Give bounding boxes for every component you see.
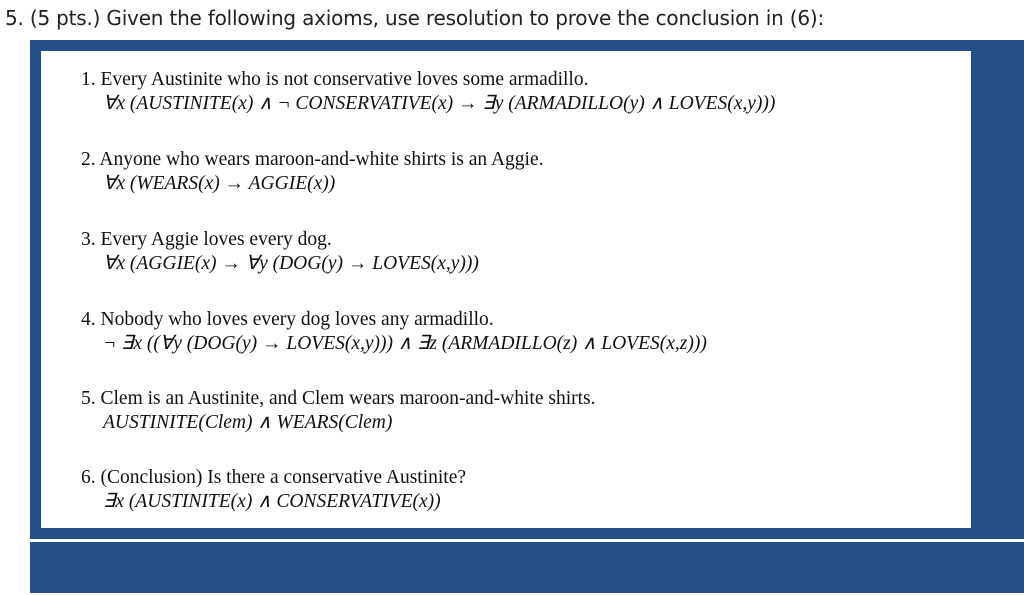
axiom-1-statement: 1. Every Austinite who is not conservative loves some armadillo.: [81, 69, 589, 90]
question-title: 5. (5 pts.) Given the following axioms, use resolution to prove the conclusion in (6):: [5, 6, 825, 30]
axiom-6-formula: ∃x (AUSTINITE(x) ∧ CONSERVATIVE(x)): [103, 491, 441, 512]
axioms-box: [41, 51, 971, 528]
axiom-3: [81, 228, 479, 276]
axiom-3-formula: ∀x (AGGIE(x) → ∀y (DOG(y) → LOVES(x,y))): [103, 253, 479, 274]
axiom-4: [81, 308, 707, 356]
axiom-4-statement: 4. Nobody who loves every dog loves any armadillo.: [81, 309, 494, 330]
axiom-1-formula: ∀x (AUSTINITE(x) ∧ ¬ CONSERVATIVE(x) → ∃y (ARMADILLO(y) ∧ LOVES(x,y))): [103, 93, 776, 114]
axiom-6-conclusion: [81, 466, 466, 514]
axiom-5: [81, 387, 596, 435]
axiom-3-statement: 3. Every Aggie loves every dog.: [81, 229, 332, 250]
axiom-6-statement: 6. (Conclusion) Is there a conservative Austinite?: [81, 467, 467, 488]
axiom-2-statement: 2. Anyone who wears maroon-and-white shirts is an Aggie.: [81, 149, 544, 170]
axiom-5-formula: AUSTINITE(Clem) ∧ WEARS(Clem): [103, 412, 393, 433]
axiom-1: [81, 68, 775, 116]
axiom-2: [81, 148, 544, 196]
panel-divider: [30, 539, 1024, 542]
axiom-2-formula: ∀x (WEARS(x) → AGGIE(x)): [103, 173, 336, 194]
axiom-5-statement: 5. Clem is an Austinite, and Clem wears maroon-and-white shirts.: [81, 388, 596, 409]
axiom-4-formula: ¬ ∃x ((∀y (DOG(y) → LOVES(x,y))) ∧ ∃z (ARMADILLO(z) ∧ LOVES(x,z))): [103, 333, 707, 354]
